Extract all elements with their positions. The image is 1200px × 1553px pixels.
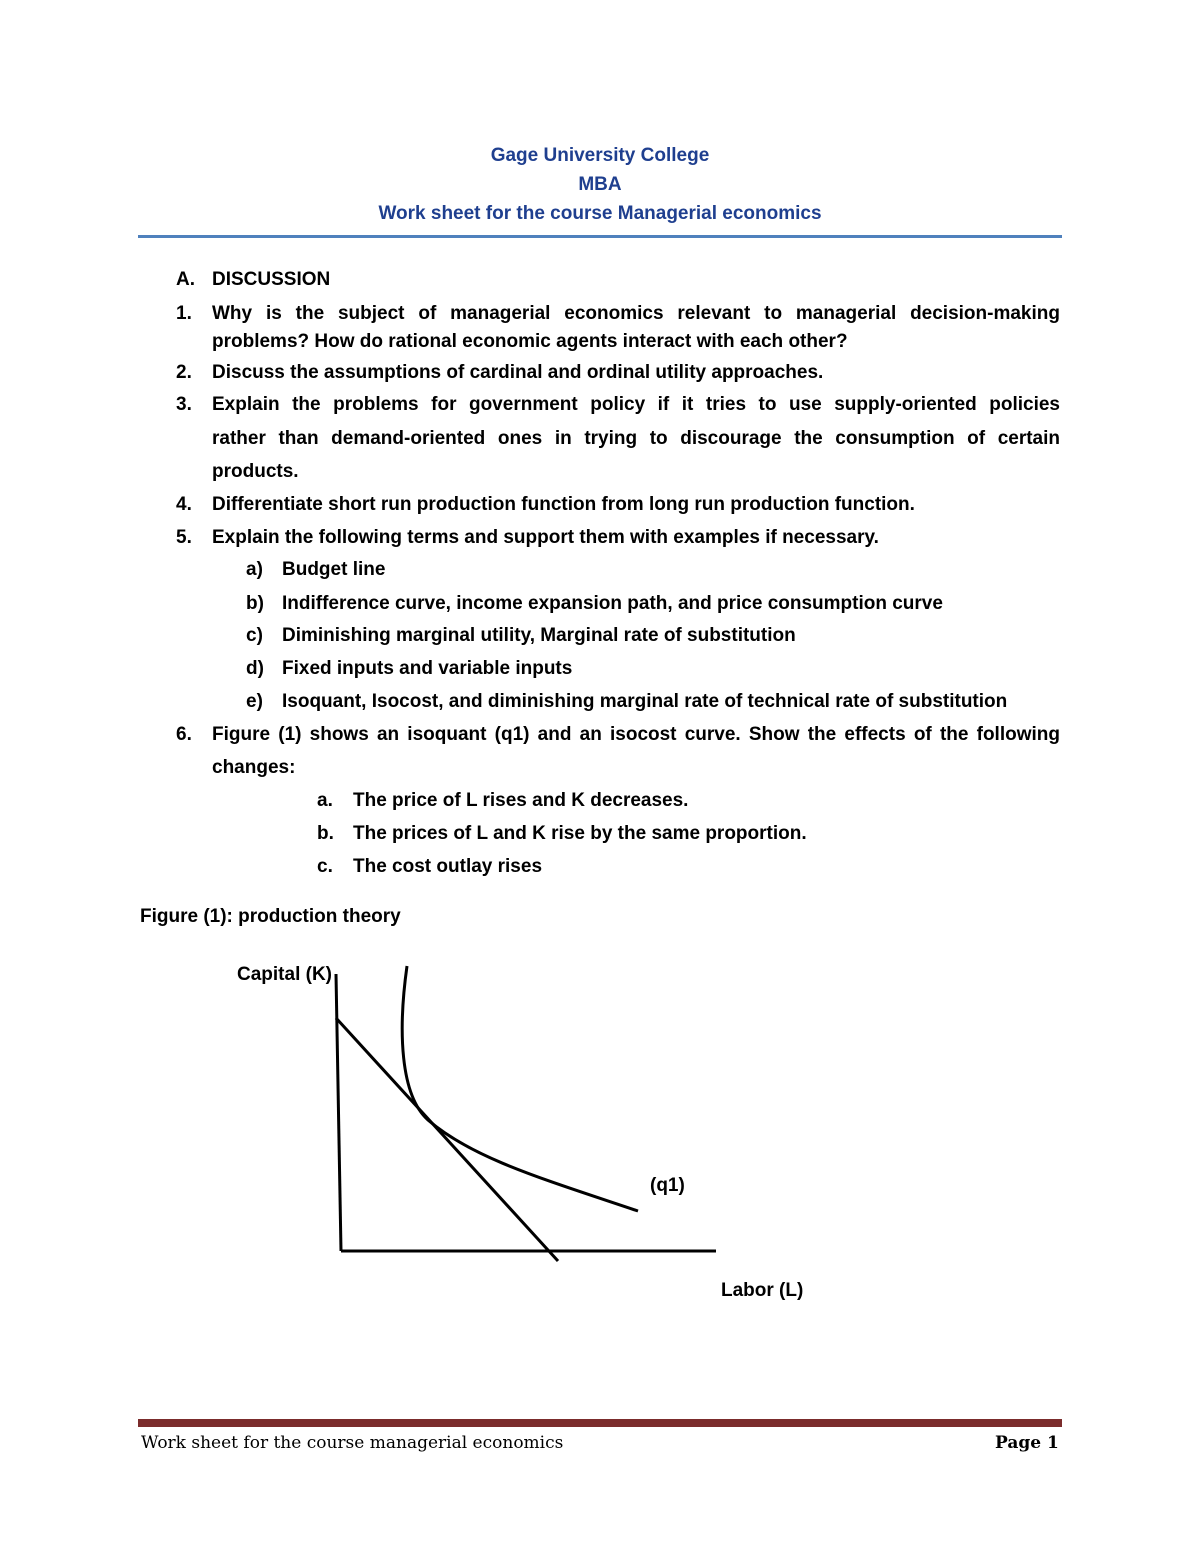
document-title: Work sheet for the course Managerial economics xyxy=(378,203,822,224)
list-item: Budget line xyxy=(282,559,386,580)
y-axis-label: Capital (K) xyxy=(237,964,332,985)
question-text: changes: xyxy=(212,757,296,778)
isoquant-curve xyxy=(402,966,638,1211)
isocost-line xyxy=(336,1018,558,1261)
program-name: MBA xyxy=(578,174,622,195)
isoquant-label: (q1) xyxy=(650,1175,685,1196)
list-item: Fixed inputs and variable inputs xyxy=(282,658,573,679)
x-axis-label: Labor (L) xyxy=(721,1280,804,1301)
page-number: Page 1 xyxy=(995,1433,1059,1453)
question-text: Differentiate short run production function from long run production function. xyxy=(212,494,915,515)
list-item-label: c) xyxy=(246,625,263,646)
institution-name: Gage University College xyxy=(490,145,710,166)
list-item-label: e) xyxy=(246,691,263,712)
list-item-label: b) xyxy=(246,593,264,614)
list-item: The prices of L and K rise by the same proportion. xyxy=(353,823,807,844)
question-number: 1. xyxy=(176,303,192,324)
y-axis xyxy=(336,974,341,1251)
question-text: Explain the problems for government policy if it tries to use supply-oriented policies xyxy=(212,394,1060,415)
question-text: Explain the following terms and support them with examples if necessary. xyxy=(212,527,879,548)
list-item-label: a) xyxy=(246,559,263,580)
question-text: problems? How do rational economic agents interact with each other? xyxy=(212,331,848,352)
list-item: Diminishing marginal utility, Marginal rate of substitution xyxy=(282,625,796,646)
footer-title: Work sheet for the course managerial economics xyxy=(141,1433,564,1453)
list-item: The price of L rises and K decreases. xyxy=(353,790,689,811)
list-item: Indifference curve, income expansion path, and price consumption curve xyxy=(282,593,943,614)
list-item: The cost outlay rises xyxy=(353,856,543,877)
list-item-label: d) xyxy=(246,658,264,679)
document-header xyxy=(0,141,1200,228)
question-number: 3. xyxy=(176,394,192,415)
question-number: 2. xyxy=(176,362,192,383)
question-text: Why is the subject of managerial economics relevant to managerial decision-making xyxy=(212,303,1060,324)
header-divider xyxy=(138,235,1062,238)
question-number: 6. xyxy=(176,724,192,745)
question-number: 5. xyxy=(176,527,192,548)
footer-divider xyxy=(138,1419,1062,1427)
section-title: DISCUSSION xyxy=(212,269,331,290)
figure-caption: Figure (1): production theory xyxy=(140,906,401,927)
list-item-label: a. xyxy=(317,790,333,811)
question-text: products. xyxy=(212,461,299,482)
list-item: Isoquant, Isocost, and diminishing marginal rate of technical rate of substitution xyxy=(282,691,1008,712)
question-text: rather than demand-oriented ones in trying to discourage the consumption of certain xyxy=(212,428,1060,449)
list-item-label: b. xyxy=(317,823,334,844)
question-text: Discuss the assumptions of cardinal and ordinal utility approaches. xyxy=(212,362,824,383)
question-text: Figure (1) shows an isoquant (q1) and an isocost curve. Show the effects of the following xyxy=(212,724,1060,745)
isoquant-isocost-figure xyxy=(220,950,804,1310)
question-number: 4. xyxy=(176,494,192,515)
list-item-label: c. xyxy=(317,856,333,877)
section-label: A. xyxy=(176,269,195,290)
